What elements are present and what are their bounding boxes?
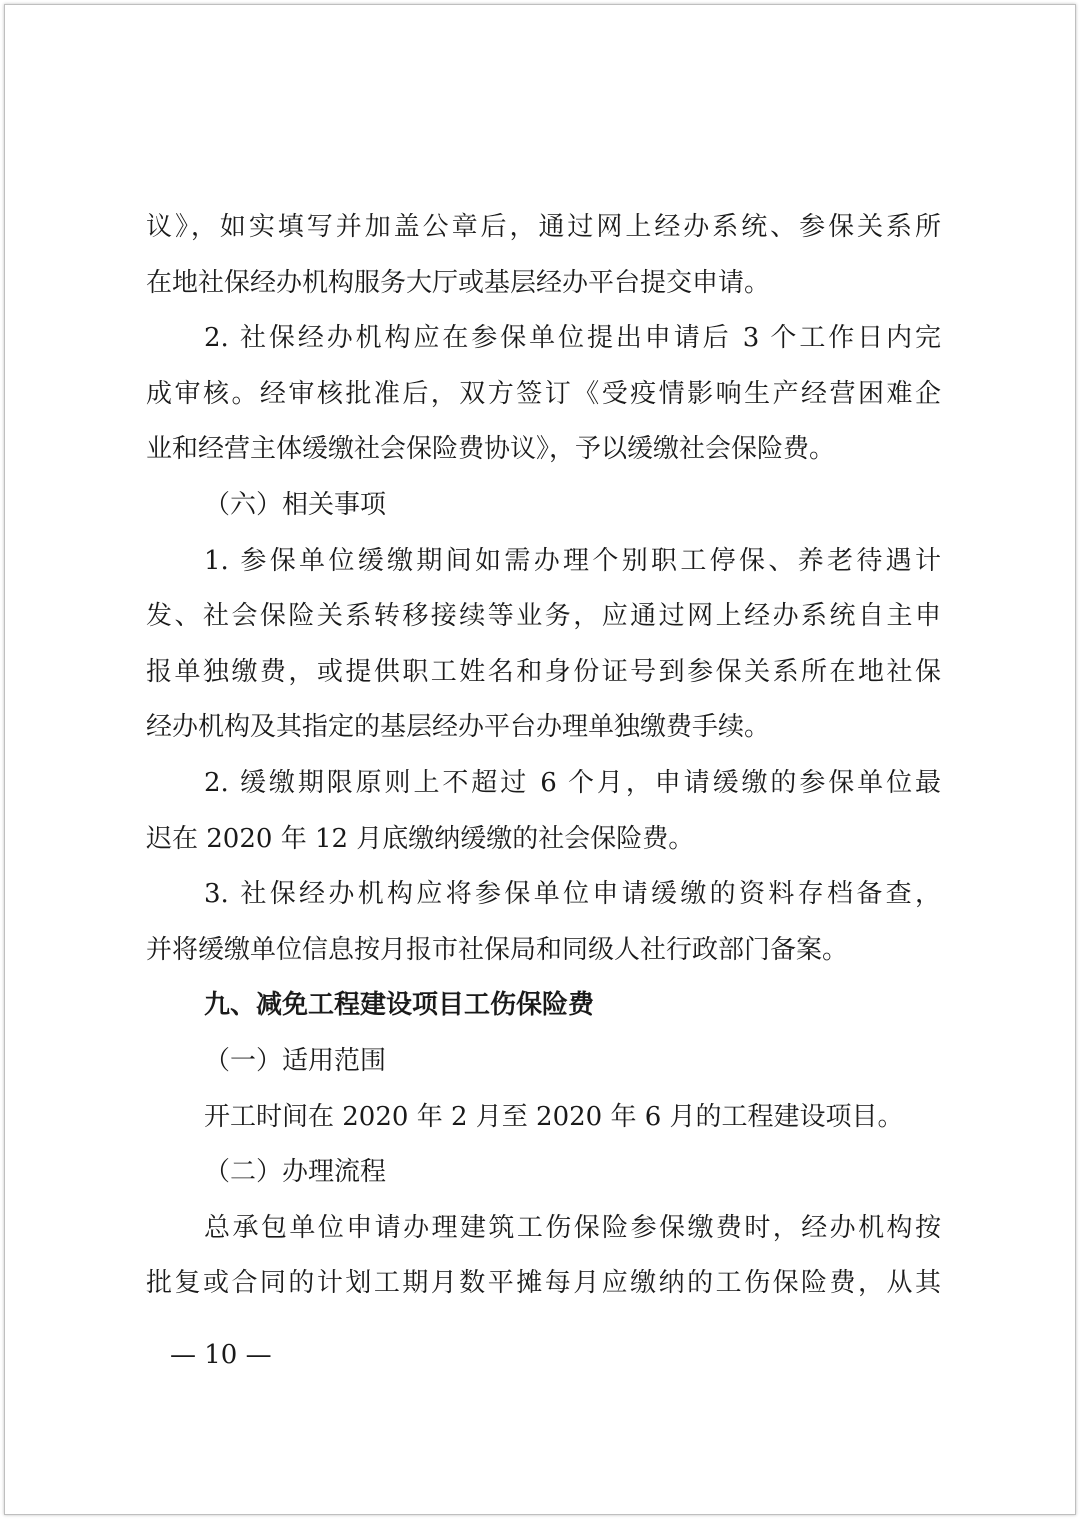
text-line: 业和经营主体缓缴社会保险费协议》，予以缓缴社会保险费。: [146, 434, 836, 465]
text-line: 开工时间在 2020 年 2 月至 2020 年 6 月的工程建设项目。: [204, 1101, 904, 1132]
page-number: — 10 —: [170, 1340, 272, 1370]
text-line: 2. 缓缴期限原则上不超过 6 个月，申请缓缴的参保单位最: [204, 767, 941, 798]
text-line: 2. 社保经办机构应在参保单位提出申请后 3 个工作日内完: [204, 323, 941, 354]
text-line: 成审核。经审核批准后，双方签订《受疫情影响生产经营困难企: [146, 378, 941, 409]
section-heading: 九、减免工程建设项目工伤保险费: [204, 990, 595, 1021]
text-line: 总承包单位申请办理建筑工伤保险参保缴费时，经办机构按: [204, 1212, 941, 1243]
text-line: 批复或合同的计划工期月数平摊每月应缴纳的工伤保险费，从其: [146, 1268, 941, 1299]
subsection-heading: （一）适用范围: [204, 1045, 387, 1076]
text-line: 在地社保经办机构服务大厅或基层经办平台提交申请。: [146, 267, 771, 298]
text-line: 1. 参保单位缓缴期间如需办理个别职工停保、养老待遇计: [204, 545, 941, 576]
document-body: [146, 200, 941, 1312]
text-line: 并将缓缴单位信息按月报市社保局和同级人社行政部门备案。: [146, 934, 849, 965]
subsection-heading: （二）办理流程: [204, 1157, 387, 1188]
text-line: 报单独缴费，或提供职工姓名和身份证号到参保关系所在地社保: [146, 656, 941, 687]
text-line: 经办机构及其指定的基层经办平台办理单独缴费手续。: [146, 712, 771, 743]
text-line: 议》，如实填写并加盖公章后，通过网上经办系统、参保关系所: [146, 212, 941, 242]
text-line: 迟在 2020 年 12 月底缴纳缓缴的社会保险费。: [146, 823, 695, 854]
text-line: 发、社会保险关系转移接续等业务，应通过网上经办系统自主申: [146, 601, 941, 632]
text-line: （六）相关事项: [204, 489, 387, 520]
text-line: 3. 社保经办机构应将参保单位申请缓缴的资料存档备查，: [204, 879, 941, 910]
